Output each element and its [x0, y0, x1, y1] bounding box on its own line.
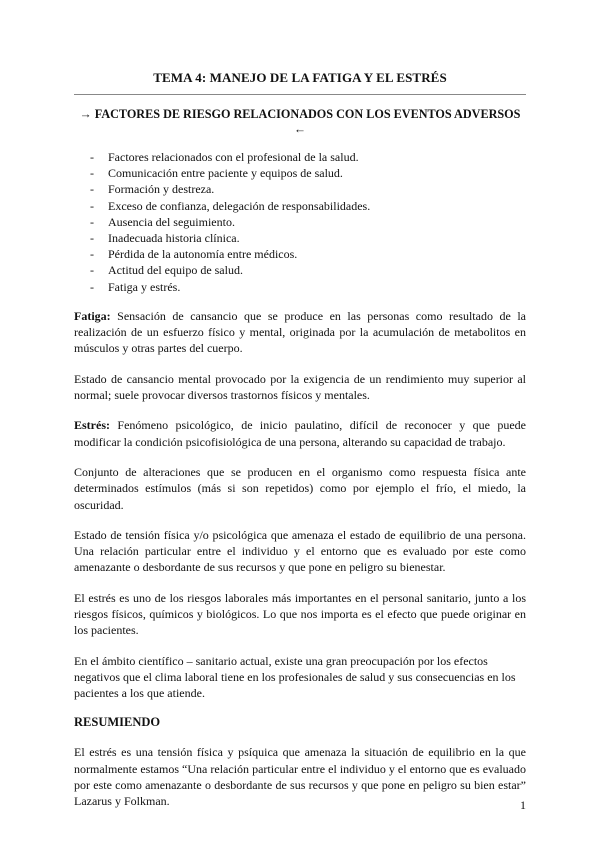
- document-title: TEMA 4: MANEJO DE LA FATIGA Y EL ESTRÉS: [153, 70, 447, 85]
- bullet-dash: -: [90, 263, 94, 278]
- bullet-dash: -: [90, 198, 94, 213]
- estres-paragraph-5: En el ámbito científico – sanitario actual, existe una gran preocupación por los efectos negativos que el clima laboral tiene en los profesionales de salud y sus consecuencias en los pacientes a los que atiende.: [74, 653, 516, 701]
- list-item: [90, 165, 526, 181]
- fatiga-term: Fatiga:: [74, 308, 111, 323]
- estres-paragraph-3: Estado de tensión física y/o psicológica que amenaza el estado de equilibrio de una persona. Una relación particular entre el individuo y el entorno que es evaluado por este como amenazante o desbordante de sus recursos y que pone en peligro su bienestar.: [74, 527, 526, 575]
- fatiga-definition-text: Sensación de cansancio que se produce en las personas como resultado de la realización de un esfuerzo físico y mental, originada por la acumulación de metabolitos en músculos y otras partes del cuerpo.: [74, 308, 526, 356]
- fatiga-paragraph-2: Estado de cansancio mental provocado por la exigencia de un rendimiento muy superior al normal; suele provocar diversos trastornos físicos y mentales.: [74, 371, 526, 403]
- list-item: [90, 262, 526, 278]
- list-item: [90, 181, 526, 197]
- estres-term: Estrés:: [74, 418, 110, 433]
- list-item-text: Fatiga y estrés.: [108, 279, 181, 294]
- summary-heading: RESUMIENDO: [74, 715, 161, 730]
- estres-paragraph-2: Conjunto de alteraciones que se producen en el organismo como respuesta física ante determinados estímulos (más si son repetidos) como por ejemplo el frío, el miedo, la oscuridad.: [74, 464, 526, 512]
- bullet-dash: -: [90, 247, 94, 262]
- list-item-text: Actitud del equipo de salud.: [108, 263, 243, 278]
- bullet-dash: -: [90, 279, 94, 294]
- list-item: [90, 198, 526, 214]
- list-item-text: Ausencia del seguimiento.: [108, 214, 235, 229]
- title-divider: [74, 94, 526, 95]
- list-item-text: Pérdida de la autonomía entre médicos.: [108, 247, 298, 262]
- list-item: [90, 246, 526, 262]
- estres-definition-text: Fenómeno psicológico, de inicio paulatino, difícil de reconocer y que puede modificar la condición psicofisiológica de una persona, alterando su capacidad de trabajo.: [74, 418, 526, 449]
- estres-definition: [74, 417, 526, 450]
- page-number: 1: [520, 798, 526, 812]
- fatiga-definition: [74, 308, 526, 357]
- bullet-dash: -: [90, 182, 94, 197]
- bullet-dash: -: [90, 166, 94, 181]
- list-item: [90, 279, 526, 295]
- bullet-dash: -: [90, 150, 94, 164]
- list-item: [90, 230, 526, 246]
- risk-factors-list: [74, 149, 526, 295]
- list-item-text: Exceso de confianza, delegación de responsabilidades.: [108, 198, 371, 213]
- risk-factors-heading: → FACTORES DE RIESGO RELACIONADOS CON LOS EVENTOS ADVERSOS ←: [79, 107, 521, 136]
- bullet-dash: -: [90, 214, 94, 229]
- list-item-text: Factores relacionados con el profesional de la salud.: [108, 150, 359, 164]
- bullet-dash: -: [90, 231, 94, 246]
- list-item-text: Inadecuada historia clínica.: [108, 231, 240, 246]
- list-item: [90, 149, 526, 165]
- summary-paragraph: El estrés es una tensión física y psíquica que amenaza la situación de equilibrio en la que normalmente estamos “Una relación particular entre el individuo y el entorno que es evaluado por este como amenazante o desbordante de sus recursos y que pone en peligro su bien estar” Lazarus y Folkman.: [74, 745, 526, 809]
- list-item: [90, 214, 526, 230]
- list-item-text: Formación y destreza.: [108, 182, 215, 197]
- estres-paragraph-4: El estrés es uno de los riesgos laborales más importantes en el personal sanitario, junto a los riesgos físicos, químicos y biológicos. Lo que nos importa es el efecto que puede originar en los pacientes.: [74, 590, 526, 638]
- list-item-text: Comunicación entre paciente y equipos de salud.: [108, 166, 343, 181]
